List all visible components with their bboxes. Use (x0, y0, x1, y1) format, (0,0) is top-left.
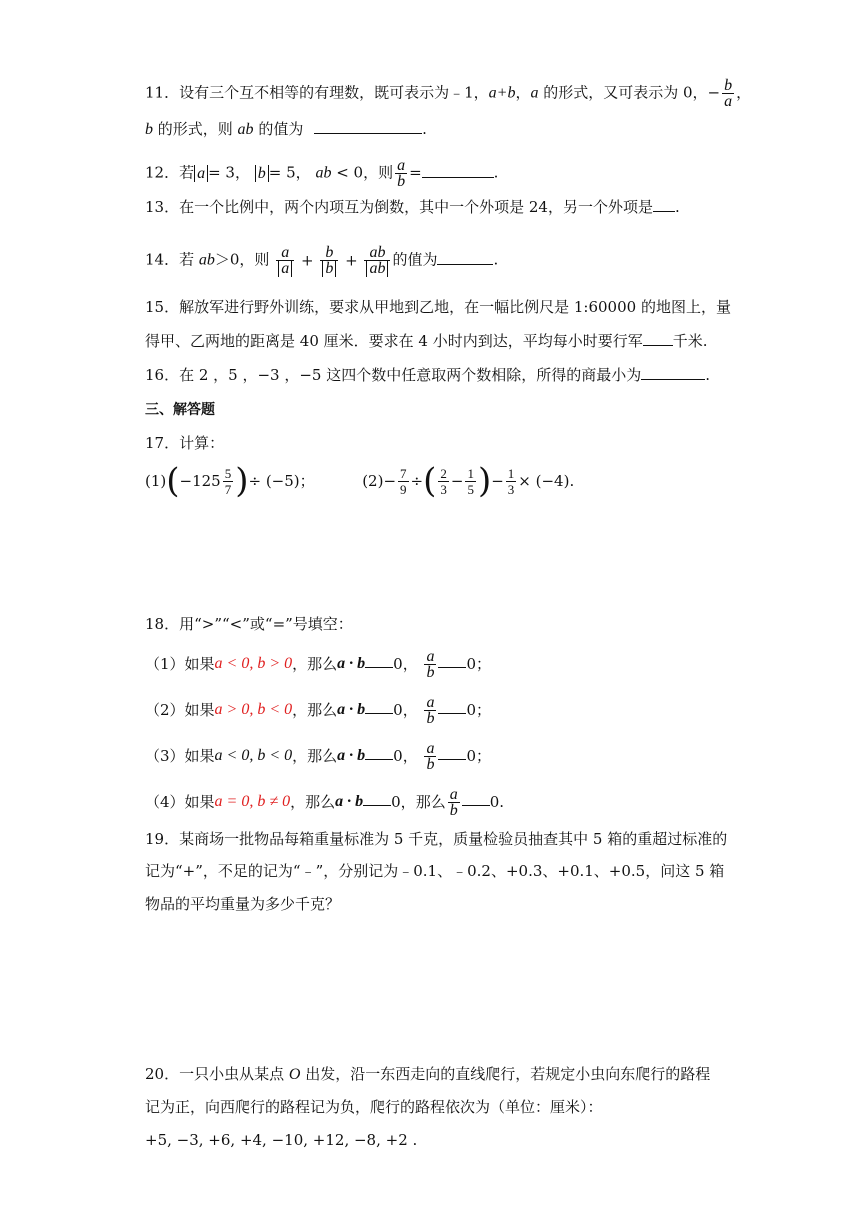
q18-row-blank-2[interactable] (438, 745, 466, 760)
q12-eq5: = 5， (268, 163, 311, 182)
q12-lt0: < 0，则 (331, 163, 394, 182)
q18-row-fraction (424, 741, 436, 772)
q11-text3: 的值为 (253, 120, 304, 138)
q14-text-post: 的值为 (392, 250, 438, 269)
q18-row-blank-1[interactable] (365, 653, 393, 668)
q12-abs-b: b (255, 165, 269, 182)
q18-title-text: 18．用“>”“<”或“=”号填空： (145, 615, 353, 633)
q18-row-num: a (449, 785, 458, 803)
q12-eq3: = 3， (208, 163, 250, 182)
q14-line (145, 245, 498, 276)
q20-sequence: +5, −3, +6, +4, −10, +12, −8, +2 . (145, 1131, 418, 1149)
q15-line1 (145, 296, 731, 318)
q17-part1-int: −125 (179, 472, 221, 490)
q15-text2: 得甲、乙两地的距离是 40 厘米．要求在 4 小时内到达，平均每小时要行军 (145, 332, 643, 350)
q18-row-4 (145, 784, 504, 819)
q18-title (145, 613, 353, 635)
q12-fraction (395, 158, 407, 189)
q18-row-fraction (424, 695, 436, 726)
q17-part1-label: (1) (145, 472, 167, 490)
q17-title-text: 17．计算： (145, 434, 225, 452)
q14-plus-1: + (300, 251, 314, 270)
q18-row-label: （2）如果 (145, 701, 215, 719)
q16-answer-blank[interactable] (641, 365, 705, 380)
q14-fraction-2 (320, 245, 338, 276)
q11-a-plus-b: a+b (488, 84, 516, 102)
q17-part2-frac4 (506, 466, 517, 497)
q14-text: 14．若 (145, 250, 199, 269)
q18-row-product: a · b (337, 747, 366, 764)
q14-ab: ab (198, 251, 215, 269)
q18-row-den: b (426, 663, 435, 681)
q17-part2-minus2: − (491, 472, 504, 490)
q16-text: 16．在 2 ，5 ，−3 ，−5 这四个数中任意取两个数相除，所得的商最小为 (145, 366, 642, 384)
q15-text1: 15．解放军进行野外训练，要求从甲地到乙地，在一幅比例尺是 1:60000 的地图上，量 (145, 298, 731, 316)
q18-row-zero: 0， (391, 793, 416, 811)
q17-part1-num: 5 (224, 465, 232, 481)
q18-row-then: ，那么 (292, 747, 338, 765)
q14-answer-blank[interactable] (437, 250, 493, 265)
q12-answer-blank[interactable] (422, 163, 494, 178)
q11-comma: ， (515, 83, 531, 102)
q17-part2-f3-num: 1 (467, 465, 474, 481)
q17-part1-rparen: ) (235, 461, 249, 501)
q14-f3-num: ab (369, 244, 386, 261)
q18-row-2 (145, 692, 491, 727)
q20-line2 (145, 1096, 603, 1118)
q20-line1 (145, 1063, 710, 1086)
q19-text2: 记为“+”，不足的记为“﹣”，分别记为﹣0.1、﹣0.2、+0.3、+0.1、+0.5，问这 5 箱 (145, 862, 725, 880)
q19-line1 (145, 828, 727, 850)
q11-line2 (145, 118, 427, 141)
q17-part1-den: 7 (224, 481, 232, 497)
q14-fraction-3 (364, 245, 390, 276)
q18-row-product: a · b (337, 655, 366, 672)
q18-row-den: b (449, 801, 458, 819)
q12-line (145, 158, 498, 189)
q20-line3 (145, 1129, 417, 1151)
q11-ab: ab (237, 121, 254, 138)
q18-row-then2: 那么 (415, 793, 446, 811)
q18-row-blank-2[interactable] (438, 699, 466, 714)
q18-row-zero: 0， (393, 747, 418, 765)
q18-row-label: （3）如果 (145, 747, 215, 765)
q17-part2-f1-num: 7 (400, 465, 407, 481)
q18-row-zero: 0， (393, 655, 418, 673)
q18-row-den: b (426, 755, 435, 773)
q18-row-product: a · b (337, 701, 366, 718)
q11-answer-blank[interactable] (314, 119, 422, 134)
q17-part2-rest: × (−4). (518, 472, 575, 490)
q14-gt0: ＞0，则 (214, 250, 270, 269)
q18-row-zero2: 0； (466, 701, 492, 719)
q19-line3 (145, 893, 340, 915)
q17-parts (145, 462, 574, 499)
q18-row-blank-1[interactable] (365, 699, 393, 714)
q18-row-condition: a < 0, b > 0 (214, 655, 293, 672)
q18-row-zero2: 0. (489, 793, 505, 811)
q14-f1-den: a (278, 260, 292, 277)
q11-frac-num: b (724, 77, 733, 94)
q11-fraction (722, 78, 734, 109)
q17-part2-f4-den: 3 (507, 481, 515, 497)
q18-row-blank-1[interactable] (365, 745, 393, 760)
q17-part1-frac (223, 466, 234, 497)
q17-title (145, 432, 224, 454)
q15-unit: 千米. (672, 332, 708, 350)
q14-plus-2: + (345, 251, 358, 270)
q18-row-num: a (426, 739, 435, 757)
q17-part2-rparen: ) (477, 461, 492, 501)
q19-text1: 19．某商场一批物品每箱重量标准为 5 千克，质量检验员抽查其中 5 箱的重超过标准的 (145, 830, 728, 848)
q18-row-blank-2[interactable] (462, 791, 490, 806)
q11-text-mid: 的形式，又可表示为 0， (538, 83, 708, 102)
q14-f3-den: ab (366, 260, 388, 277)
q18-row-label: （1）如果 (145, 655, 215, 673)
q17-part2-f4-num: 1 (507, 465, 515, 481)
q14-f1-num: a (281, 244, 290, 261)
q17-part2-f1-den: 9 (400, 481, 407, 497)
q17-part2-div: ÷ (410, 472, 424, 490)
q17-part2-neg: − (383, 472, 397, 490)
q11-neg: − (707, 83, 721, 102)
q18-row-den: b (426, 709, 435, 727)
section-header: 三、解答题 (145, 402, 215, 418)
q12-frac-den: b (397, 173, 406, 190)
q14-f2-num: b (325, 244, 334, 261)
q13-line (145, 196, 680, 218)
q18-row-zero: 0， (393, 701, 418, 719)
q17-part2-frac1 (398, 466, 409, 497)
q12-period: . (493, 163, 499, 182)
q11-b: b (145, 121, 153, 138)
q17-part2-lparen: ( (423, 461, 437, 501)
q18-row-1 (145, 646, 491, 681)
q12-abs-a: a (194, 165, 208, 182)
q18-row-then: ，那么 (292, 701, 338, 719)
q17-part2-frac3 (465, 466, 476, 497)
q18-row-then: ，那么 (290, 793, 336, 811)
q17-part2-f2-num: 2 (440, 465, 447, 481)
q14-period: . (493, 250, 499, 269)
q18-row-condition: a < 0, b < 0 (214, 747, 293, 764)
q17-part2-f2-den: 3 (440, 481, 447, 497)
q11-a: a (530, 84, 539, 102)
q11-comma-end: ， (736, 83, 752, 102)
q12-text: 12．若 (145, 163, 195, 182)
q20-text1b: 出发，沿一东西走向的直线爬行，若规定小虫向东爬行的路程 (300, 1065, 711, 1083)
q19-text3: 物品的平均重量为多少千克？ (145, 895, 341, 913)
q17-part2-f3-den: 5 (467, 481, 474, 497)
q11-text: 11．设有三个互不相等的有理数，既可表示为﹣1， (145, 83, 489, 102)
q11-text2: 的形式，则 (153, 120, 238, 138)
q20-text1: 20．一只小虫从某点 (145, 1065, 289, 1083)
q18-row-num: a (426, 693, 435, 711)
q19-line2 (145, 860, 724, 882)
q13-text: 13．在一个比例中，两个内项互为倒数，其中一个外项是 24，另一个外项是 (145, 198, 653, 216)
q11-line1 (145, 78, 751, 109)
q18-row-label: （4）如果 (145, 793, 215, 811)
q13-period: . (674, 198, 680, 216)
q12-eq: = (409, 163, 422, 182)
q17-part2-minus: − (450, 472, 464, 490)
q18-row-3 (145, 738, 491, 773)
q17-part1-rest: ÷ (−5)； (248, 472, 315, 490)
q12-frac-num: a (397, 157, 406, 174)
q15-answer-blank[interactable] (643, 331, 673, 346)
q18-row-blank-1[interactable] (363, 791, 391, 806)
q18-row-product: a · b (335, 793, 364, 810)
q11-period: . (422, 120, 427, 138)
q18-row-zero2: 0； (466, 655, 492, 673)
q12-ab: ab (315, 164, 332, 182)
q14-f2-den: b (322, 260, 336, 277)
q18-row-num: a (426, 647, 435, 665)
q16-line (145, 364, 710, 386)
q17-part2-label: (2) (362, 472, 384, 490)
q17-part1-lparen: ( (166, 461, 180, 501)
q18-row-then: ，那么 (292, 655, 338, 673)
q16-period: . (705, 366, 711, 384)
q17-part2-frac2 (438, 466, 449, 497)
q18-row-zero2: 0； (466, 747, 492, 765)
q14-fraction-1 (276, 245, 294, 276)
q18-row-fraction (448, 787, 460, 818)
q20-text2: 记为正，向西爬行的路程记为负，爬行的路程依次为（单位：厘米）： (145, 1098, 603, 1116)
q15-line2 (145, 330, 708, 352)
q18-row-condition: a = 0, b ≠ 0 (214, 793, 291, 810)
q11-frac-den: a (724, 93, 733, 110)
q18-row-condition: a > 0, b < 0 (214, 701, 293, 718)
q18-row-fraction (424, 649, 436, 680)
q13-answer-blank[interactable] (653, 197, 675, 212)
q20-point-O: O (288, 1066, 301, 1083)
q18-row-blank-2[interactable] (438, 653, 466, 668)
